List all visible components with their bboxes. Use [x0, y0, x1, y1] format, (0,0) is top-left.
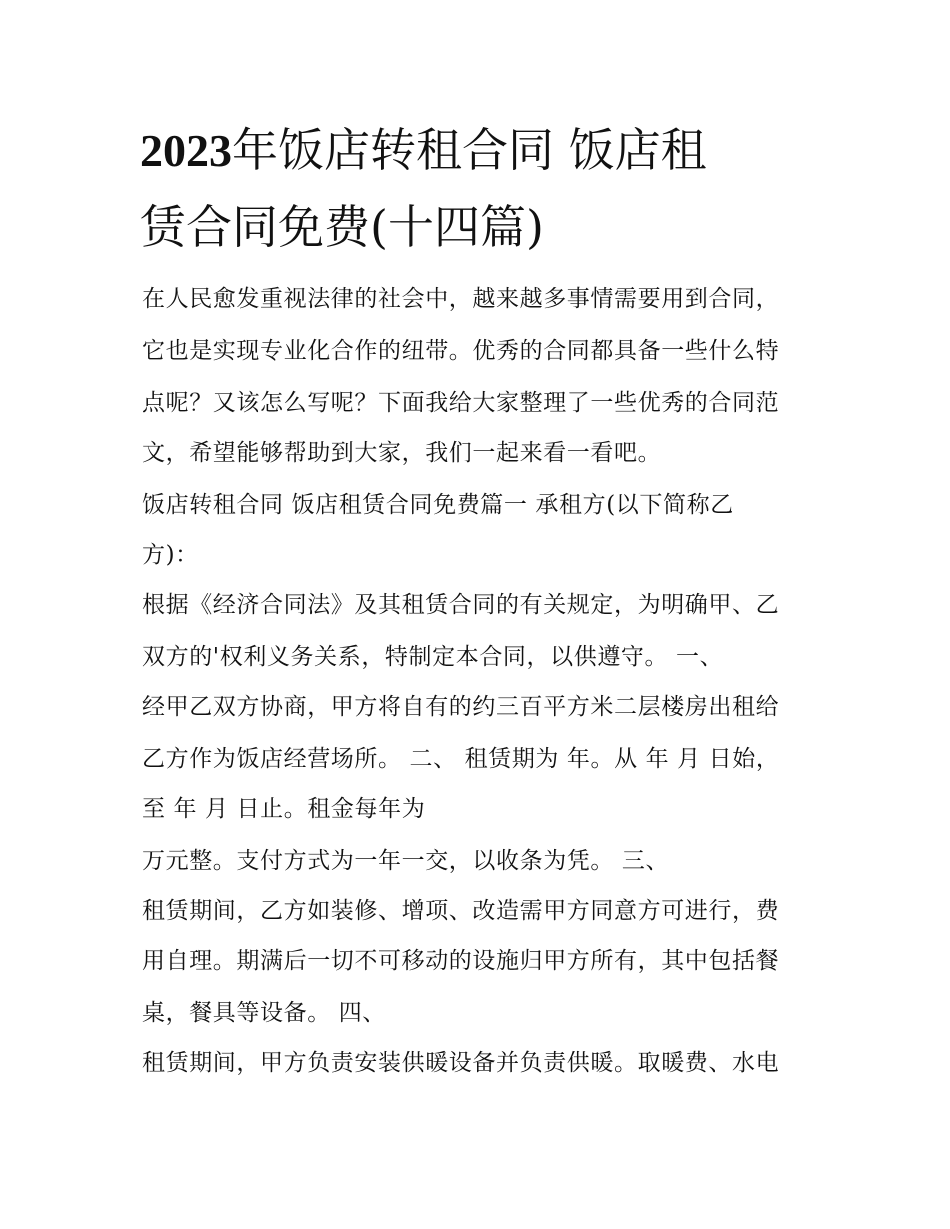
body-line: 乙方作为饭店经营场所。 二、 租赁期为 年。从 年 月 日始，	[142, 746, 780, 772]
body-line: 万元整。支付方式为一年一交，以收条为凭。 三、	[142, 848, 670, 874]
body-line: 租赁期间，乙方如装修、增项、改造需甲方同意方可进行，费	[142, 898, 780, 924]
body-line: 根据《经济合同法》及其租赁合同的有关规定，为明确甲、乙	[142, 592, 780, 618]
title-line-1-text: 年饭店转租合同 饭店租	[232, 123, 707, 177]
title-year: 2023	[140, 125, 232, 176]
section-heading-line: 饭店转租合同 饭店租赁合同免费篇一 承租方(以下简称乙	[142, 492, 734, 518]
body-line: 点呢？又该怎么写呢？下面我给大家整理了一些优秀的合同范	[142, 390, 780, 416]
title-line-1	[140, 123, 707, 177]
body-line: 方)：	[142, 542, 199, 568]
body-line: 双方的'权利义务关系，特制定本合同，以供遵守。 一、	[142, 644, 724, 670]
body-line: 它也是实现专业化合作的纽带。优秀的合同都具备一些什么特	[142, 338, 780, 364]
body-line: 用自理。期满后一切不可移动的设施归甲方所有，其中包括餐	[142, 948, 780, 974]
body-line: 文，希望能够帮助到大家，我们一起来看一看吧。	[142, 440, 662, 466]
body-line: 租赁期间，甲方负责安装供暖设备并负责供暖。取暖费、水电	[142, 1050, 780, 1076]
document-title	[140, 112, 820, 265]
body-line: 在人民愈发重视法律的社会中，越来越多事情需要用到合同，	[142, 286, 780, 312]
body-line: 桌，餐具等设备。 四、	[142, 1000, 386, 1026]
title-line-2: 赁合同免费(十四篇)	[140, 200, 544, 254]
body-line: 经甲乙双方协商，甲方将自有的约三百平方米二层楼房出租给	[142, 694, 780, 720]
body-line: 至 年 月 日止。租金每年为	[142, 796, 426, 822]
